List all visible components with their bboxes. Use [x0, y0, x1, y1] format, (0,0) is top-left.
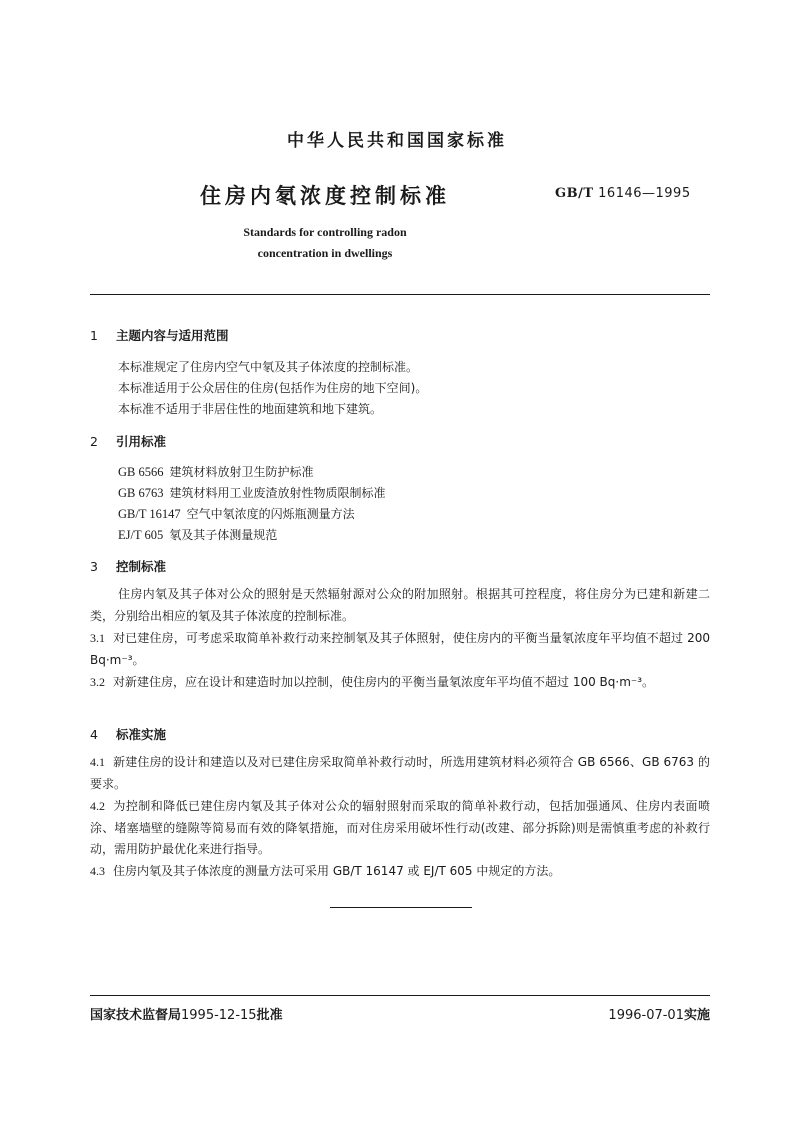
clause-text: 对新建住房，应在设计和建造时加以控制，使住房内的平衡当量氡浓度年平均值不超过 100 Bq·m⁻³。 — [113, 675, 655, 689]
clause-text: 住房内氡及其子体浓度的测量方法可采用 GB/T 16147 或 EJ/T 605 中规定的方法。 — [113, 864, 561, 878]
national-standard-label: 中华人民共和国国家标准 — [287, 131, 507, 151]
section-2-number: 2 — [90, 434, 98, 449]
section-2-title: 引用标准 — [116, 434, 167, 449]
effective-date: 1996-07-01 — [608, 1008, 684, 1023]
section-1-heading — [90, 326, 229, 344]
approval-suffix: 批准 — [256, 1008, 283, 1023]
section-1-line-2: 本标准适用于公众居住的住房(包括作为住房的地下空间)。 — [118, 381, 428, 395]
clause-4-1 — [90, 752, 710, 795]
reference-title: 氡及其子体测量规范 — [169, 528, 278, 542]
document-title: 住房内氡浓度控制标准 — [200, 184, 450, 208]
end-of-text-rule — [330, 907, 472, 908]
reference-item — [118, 526, 277, 543]
reference-code: GB 6763 — [118, 486, 164, 500]
reference-title: 空气中氡浓度的闪烁瓶测量方法 — [186, 507, 355, 521]
header-divider — [90, 294, 710, 295]
section-3-title: 控制标准 — [116, 559, 167, 574]
standard-code — [555, 186, 691, 201]
approval-date: 1995-12-15 — [181, 1008, 257, 1023]
reference-item — [118, 463, 314, 480]
section-1-title: 主题内容与适用范围 — [116, 328, 229, 343]
section-1-line-1: 本标准规定了住房内空气中氡及其子体浓度的控制标准。 — [118, 360, 419, 374]
clause-number: 3.2 — [90, 675, 105, 689]
reference-item — [118, 505, 355, 522]
clause-4-3 — [90, 861, 710, 883]
standard-code-number: 16146—1995 — [598, 186, 691, 201]
section-3-heading — [90, 557, 166, 575]
clause-number: 4.3 — [90, 864, 105, 878]
section-3-number: 3 — [90, 559, 98, 574]
standard-code-prefix: GB/T — [555, 186, 594, 201]
section-1-number: 1 — [90, 328, 98, 343]
reference-code: GB/T 16147 — [118, 507, 181, 521]
clause-number: 4.1 — [90, 755, 105, 769]
reference-code: EJ/T 605 — [118, 528, 164, 542]
clause-text: 为控制和降低已建住房内氡及其子体对公众的辐射照射而采取的简单补救行动，包括加强通风、住房内表面喷涂、堵塞墙壁的缝隙等简易而有效的降氡措施，而对住房采用破坏性行动(改建、部分拆除)则是需慎重考虑的补救行动，需用防护最优化来进行指导。 — [90, 799, 710, 856]
reference-code: GB 6566 — [118, 465, 164, 479]
clause-3-2 — [90, 672, 710, 694]
english-title-line1: Standards for controlling radon — [243, 225, 407, 239]
reference-item — [118, 484, 386, 501]
clause-3-1 — [90, 628, 710, 671]
section-1-line-3: 本标准不适用于非居住性的地面建筑和地下建筑。 — [118, 402, 383, 416]
english-title-line2: concentration in dwellings — [257, 246, 393, 260]
section-4-heading — [90, 725, 166, 743]
section-3-intro: 住房内氡及其子体对公众的照射是天然辐射源对公众的附加照射。根据其可控程度，将住房分为已建和新建二类，分别给出相应的氡及其子体浓度的控制标准。 — [90, 587, 710, 623]
section-2-heading — [90, 432, 166, 450]
clause-number: 4.2 — [90, 799, 105, 813]
approval-info — [90, 1004, 283, 1023]
effective-suffix: 实施 — [683, 1008, 710, 1023]
section-4-title: 标准实施 — [116, 727, 167, 742]
approving-authority: 国家技术监督局 — [90, 1008, 182, 1023]
section-4-number: 4 — [90, 727, 98, 742]
clause-number: 3.1 — [90, 631, 105, 645]
footer-divider — [90, 995, 710, 996]
reference-title: 建筑材料放射卫生防护标准 — [169, 465, 314, 479]
reference-title: 建筑材料用工业废渣放射性物质限制标准 — [169, 486, 386, 500]
clause-text: 新建住房的设计和建造以及对已建住房采取简单补救行动时，所选用建筑材料必须符合 GB 6566、GB 6763 的要求。 — [90, 755, 710, 791]
clause-text: 对已建住房，可考虑采取简单补救行动来控制氡及其子体照射，使住房内的平衡当量氡浓度年平均值不超过 200 Bq·m⁻³。 — [90, 631, 710, 667]
effective-info — [608, 1004, 710, 1023]
clause-4-2 — [90, 796, 710, 861]
